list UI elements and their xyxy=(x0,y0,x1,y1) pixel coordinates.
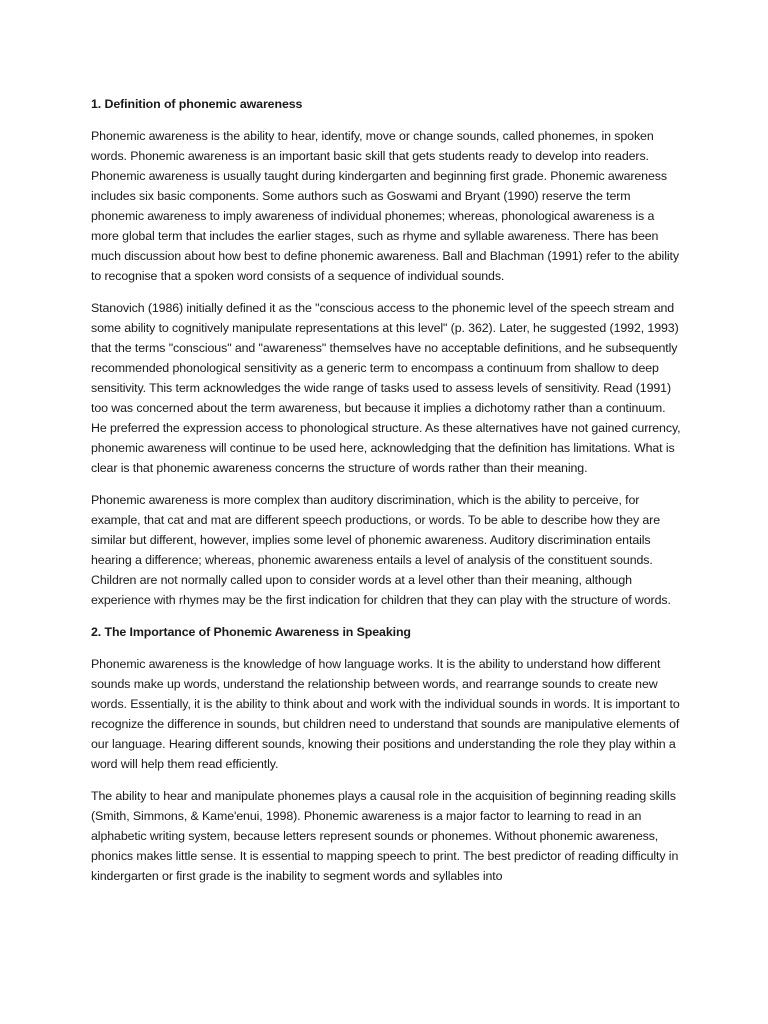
document-page xyxy=(91,94,681,898)
section-definition xyxy=(91,94,681,610)
paragraph: Phonemic awareness is the knowledge of how language works. It is the ability to understand how different sounds make up words, understand the relationship between words, and rearrange sounds to create new words. Essentially, it is the ability to think about and work with the individual sounds in words. It is important to recognize the difference in sounds, but children need to understand that sounds are manipulative elements of our language. Hearing different sounds, knowing their positions and understanding the role they play within a word will help them read efficiently. xyxy=(91,657,680,771)
section-heading: 1. Definition of phonemic awareness xyxy=(91,97,303,111)
paragraph: The ability to hear and manipulate phonemes plays a causal role in the acquisition of beginning reading skills (Smith, Simmons, & Kame'enui, 1998). Phonemic awareness is a major factor to learning to read in an alphabetic writing system, because letters represent sounds or phonemes. Without phonemic awareness, phonics makes little sense. It is essential to mapping speech to print. The best predictor of reading difficulty in kindergarten or first grade is the inability to segment words and syllables into xyxy=(91,789,679,883)
paragraph: Phonemic awareness is more complex than auditory discrimination, which is the ability to perceive, for example, that cat and mat are different speech productions, or words. To be able to describe how they are similar but different, however, implies some level of phonemic awareness. Auditory discrimination entails hearing a difference; whereas, phonemic awareness entails a level of analysis of the constituent sounds. Children are not normally called upon to consider words at a level other than their meaning, although experience with rhymes may be the first indication for children that they can play with the structure of words. xyxy=(91,493,671,607)
section-heading: 2. The Importance of Phonemic Awareness in Speaking xyxy=(91,625,411,639)
paragraph: Phonemic awareness is the ability to hear, identify, move or change sounds, called phonemes, in spoken words. Phonemic awareness is an important basic skill that gets students ready to develop into readers. Phonemic awareness is usually taught during kindergarten and beginning first grade. Phonemic awareness includes six basic components. Some authors such as Goswami and Bryant (1990) reserve the term phonemic awareness to imply awareness of individual phonemes; whereas, phonological awareness is a more global term that includes the earlier stages, such as rhyme and syllable awareness. There has been much discussion about how best to define phonemic awareness. Ball and Blachman (1991) refer to the ability to recognise that a spoken word consists of a sequence of individual sounds. xyxy=(91,129,679,283)
paragraph: Stanovich (1986) initially defined it as the "conscious access to the phonemic level of the speech stream and some ability to cognitively manipulate representations at this level" (p. 362). Later, he suggested (1992, 1993) that the terms "conscious" and "awareness" themselves have no acceptable definitions, and he subsequently recommended phonological sensitivity as a generic term to encompass a continuum from shallow to deep sensitivity. This term acknowledges the wide range of tasks used to assess levels of sensitivity. Read (1991) too was concerned about the term awareness, but because it implies a dichotomy rather than a continuum. He preferred the expression access to phonological structure. As these alternatives have not gained currency, phonemic awareness will continue to be used here, acknowledging that the definition has limitations. What is clear is that phonemic awareness concerns the structure of words rather than their meaning. xyxy=(91,301,681,475)
section-importance xyxy=(91,622,681,886)
